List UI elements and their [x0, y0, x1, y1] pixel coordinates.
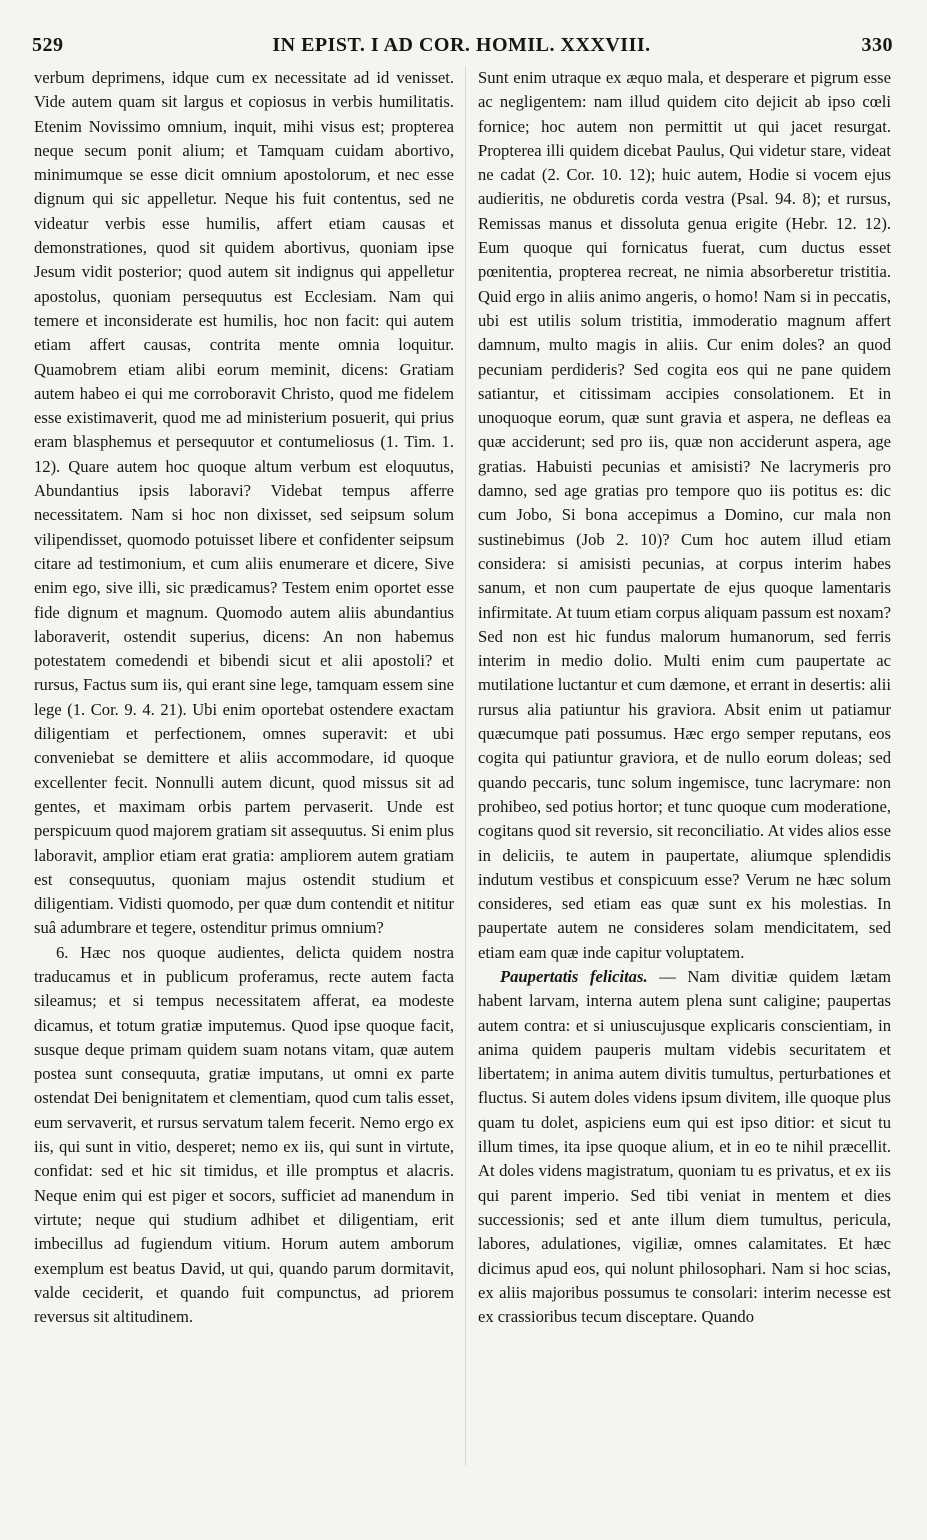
running-title: IN EPIST. I AD COR. HOMIL. XXXVIII.: [272, 34, 651, 56]
section-heading: Paupertatis felicitas.: [500, 966, 648, 986]
right-paragraph-2-text: — Nam divitiæ quidem lætam habent larvam, interna autem plena sunt caligine; paupertas autem contra: et si uniuscujusque explicaris conscientiam, in anima quidem pauperis multam videbis securitatem et libertatem; in anima autem divitis tumultus, perturbationes et fluctus. Si autem doles videns ipsum divitem, ille quoque plus quam tu dolet, aspiciens eum qui est ipso ditior: et sicut tu illum times, ita ipse quoque alium, et in eo te nihil præcellit. At doles videns magistratum, quoniam tu es privatus, et ex iis qui parent imperio. Sed tibi veniat in mentem et dies successionis; sed et ante illum diem tumultus, pericula, labores, adulationes, vigiliæ, omnes calamitates. Et hæc dicimus apud eos, qui nolunt philosophari. Nam si hoc scias, ex aliis majoribus possumus te consolari: interim necesse est ex crassioribus tecum disceptare. Quando: [478, 966, 891, 1327]
right-paragraph-2: [478, 965, 891, 1329]
page-number-left: 529: [32, 34, 64, 56]
right-paragraph-1: Sunt enim utraque ex æquo mala, et desperare et pigrum esse ac negligentem: nam illud quidem cito dejicit ab ipso cœli fornice; hoc autem non permittit ut qui jacet resurgat. Propterea illi quidem dicebat Paulus, Qui videtur stare, videat ne cadat (2. Cor. 10. 12); huic autem, Hodie si vocem ejus audieritis, ne obduretis corda vestra (Psal. 94. 8); et rursus, Remissas manus et dissoluta genua erigite (Hebr. 12. 12). Eum quoque qui fornicatus fuerat, cum ductus esset pœnitentia, propterea recreat, ne nimia absorberetur tristitia. Quid ergo in aliis animo angeris, o homo! Nam si in peccatis, ubi est utilis solum tristitia, immoderatio magnum affert damnum, multo magis in aliis. Cur enim doles? an quod pecuniam perdideris? Sed cogita eos qui ne pane quidem satiantur, et citissimam accipies consolationem. Et in unoquoque eorum, quæ sunt gravia et aspera, ne defleas ea quæ acciderunt; sed pro iis, quæ non acciderunt aspera, age gratias. Habuisti pecunias et amisisti? Ne lacrymeris pro damno, sed age gratias pro tempore quo iis potitus es: dic cum Jobo, Si bona accepimus a Domino, cur mala non sustinebimus (Job 2. 10)? Cum hoc autem illud etiam considera: si amisisti pecunias, at corpus interim habes sanum, et non cum paupertate de ejus quoque lamentaris infirmitate. At tuum etiam corpus aliquam passum est noxam? Sed non est hic fundus malorum humanorum, sed ferris interim in medio dolio. Multi enim cum paupertate ac mutilatione luctantur et cum dæmone, et errant in desertis: alii rursus alia patiuntur his graviora. Absit enim ut patiamur quæcumque pati possumus. Hæc ergo semper reputans, eos cogita qui patiuntur graviora, et de nullo eorum doleas; sed quando peccaris, tunc solum ingemisce, tunc lacrymare: non prohibeo, sed potius hortor; et tunc quoque cum moderatione, cogitans quod sit reversio, sit reconciliatio. At vides alios esse in deliciis, te autem in paupertate, aliumque splendidis indutum vestibus et conspicuum esse? Verum ne hæc solum consideres, sed etiam eas quæ sunt ex his molestias. In paupertate autem ne consideres solam mendicitatem, sed etiam eam quæ inde capitur voluptatem.: [478, 68, 891, 962]
left-paragraph-1: verbum deprimens, idque cum ex necessitate ad id venisset. Vide autem quam sit largus et copiosus in verbis humilitatis. Etenim Novissimo omnium, inquit, mihi visus est; propterea neque secum ponit alium; et Tamquam cuidam abortivo, minimumque se esse dicit omnium apostolorum, et nec esse dignum qui sic appelletur. Neque his fuit contentus, sed ne videatur verbis esse humilis, affert etiam causas et demonstrationes, quod sit quidem abortivus, quoniam ipse Jesum vidit posterior; quod autem sit indignus qui appelletur apostolus, quoniam persequutus est Ecclesiam. Nam qui temere et inconsiderate est humilis, hoc non facit: qui autem etiam affert causas, contrita mente omnia loquitur. Quamobrem etiam alibi eorum meminit, dicens: Gratiam autem habeo ei qui me corroboravit Christo, quod me fidelem esse existimaverit, quod me ad ministerium posuerit, qui prius eram blasphemus et persequutor et contumeliosus (1. Tim. 1. 12). Quare autem hoc quoque altum verbum est eloquutus, Abundantius ipsis laboravi? Videbat tempus afferre necessitatem. Nam si hoc non dixisset, sed seipsum solum vilipendisset, quomodo potuisset libere et confidenter seipsum citare ad testimonium, et cum aliis enumerare et dicere, Sive enim ego, sive illi, sic prædicamus? Testem enim oportet esse fide dignum et magnum. Quomodo autem aliis abundantius laboraverit, ostendit superius, dicens: An non habemus potestatem comedendi et bibendi sicut et alii apostoli? et rursus, Factus sum iis, qui erant sine lege, tamquam essem sine lege (1. Cor. 9. 4. 21). Ubi enim oportebat ostendere exactam diligentiam et perfectionem, omnes superavit: et ubi conveniebat se demittere et aliis accommodare, id quoque excellenter fecit. Nonnulli autem dicunt, quod missus sit ad gentes, et maximam orbis partem pervaserit. Unde est perspicuum quod majorem gratiam sit assequutus. Si enim plus laboravit, amplior etiam erat gratia: ampliorem autem gratiam est consequutus, quoniam majus ostendit studium et diligentiam. Vidisti quomodo, per quæ dum contendit et nititur suâ adumbrare et tegere, ostenditur primus omnium?: [34, 68, 454, 938]
left-column: [34, 66, 454, 1329]
left-paragraph-2: 6. Hæc nos quoque audientes, delicta quidem nostra traducamus et in publicum proferamus, recte autem facta sileamus; et si tempus necessitatem afferat, ea modeste dicamus, et totum gratiæ imputemus. Quod ipse quoque facit, susque deque primam quidem suam notans vitam, quæ autem postea sunt consequuta, gratiæ imputans, ut omni ex parte ostendat Dei benignitatem et clementiam, quod cum talis esset, eum servaverit, et rursus servatum talem fecerit. Nemo ergo ex iis, qui sunt in vitio, desperet; nemo ex iis, qui sunt in virtute, confidat: sed et hic sit timidus, et ille promptus et alacris. Neque enim qui est piger et socors, sufficiet ad manendum in virtute; neque qui studium adhibet et diligentiam, erit imbecillus ad fugiendum vitium. Horum autem amborum exemplum est beatus David, ut qui, quando parum dormitavit, valde ceciderit, et quando fuit compunctus, ad priorem reversus sit altitudinem.: [34, 942, 454, 1327]
column-divider: [465, 66, 466, 1466]
page-number-right: 330: [861, 34, 893, 56]
right-column: [478, 66, 891, 1329]
running-header: [30, 34, 893, 60]
